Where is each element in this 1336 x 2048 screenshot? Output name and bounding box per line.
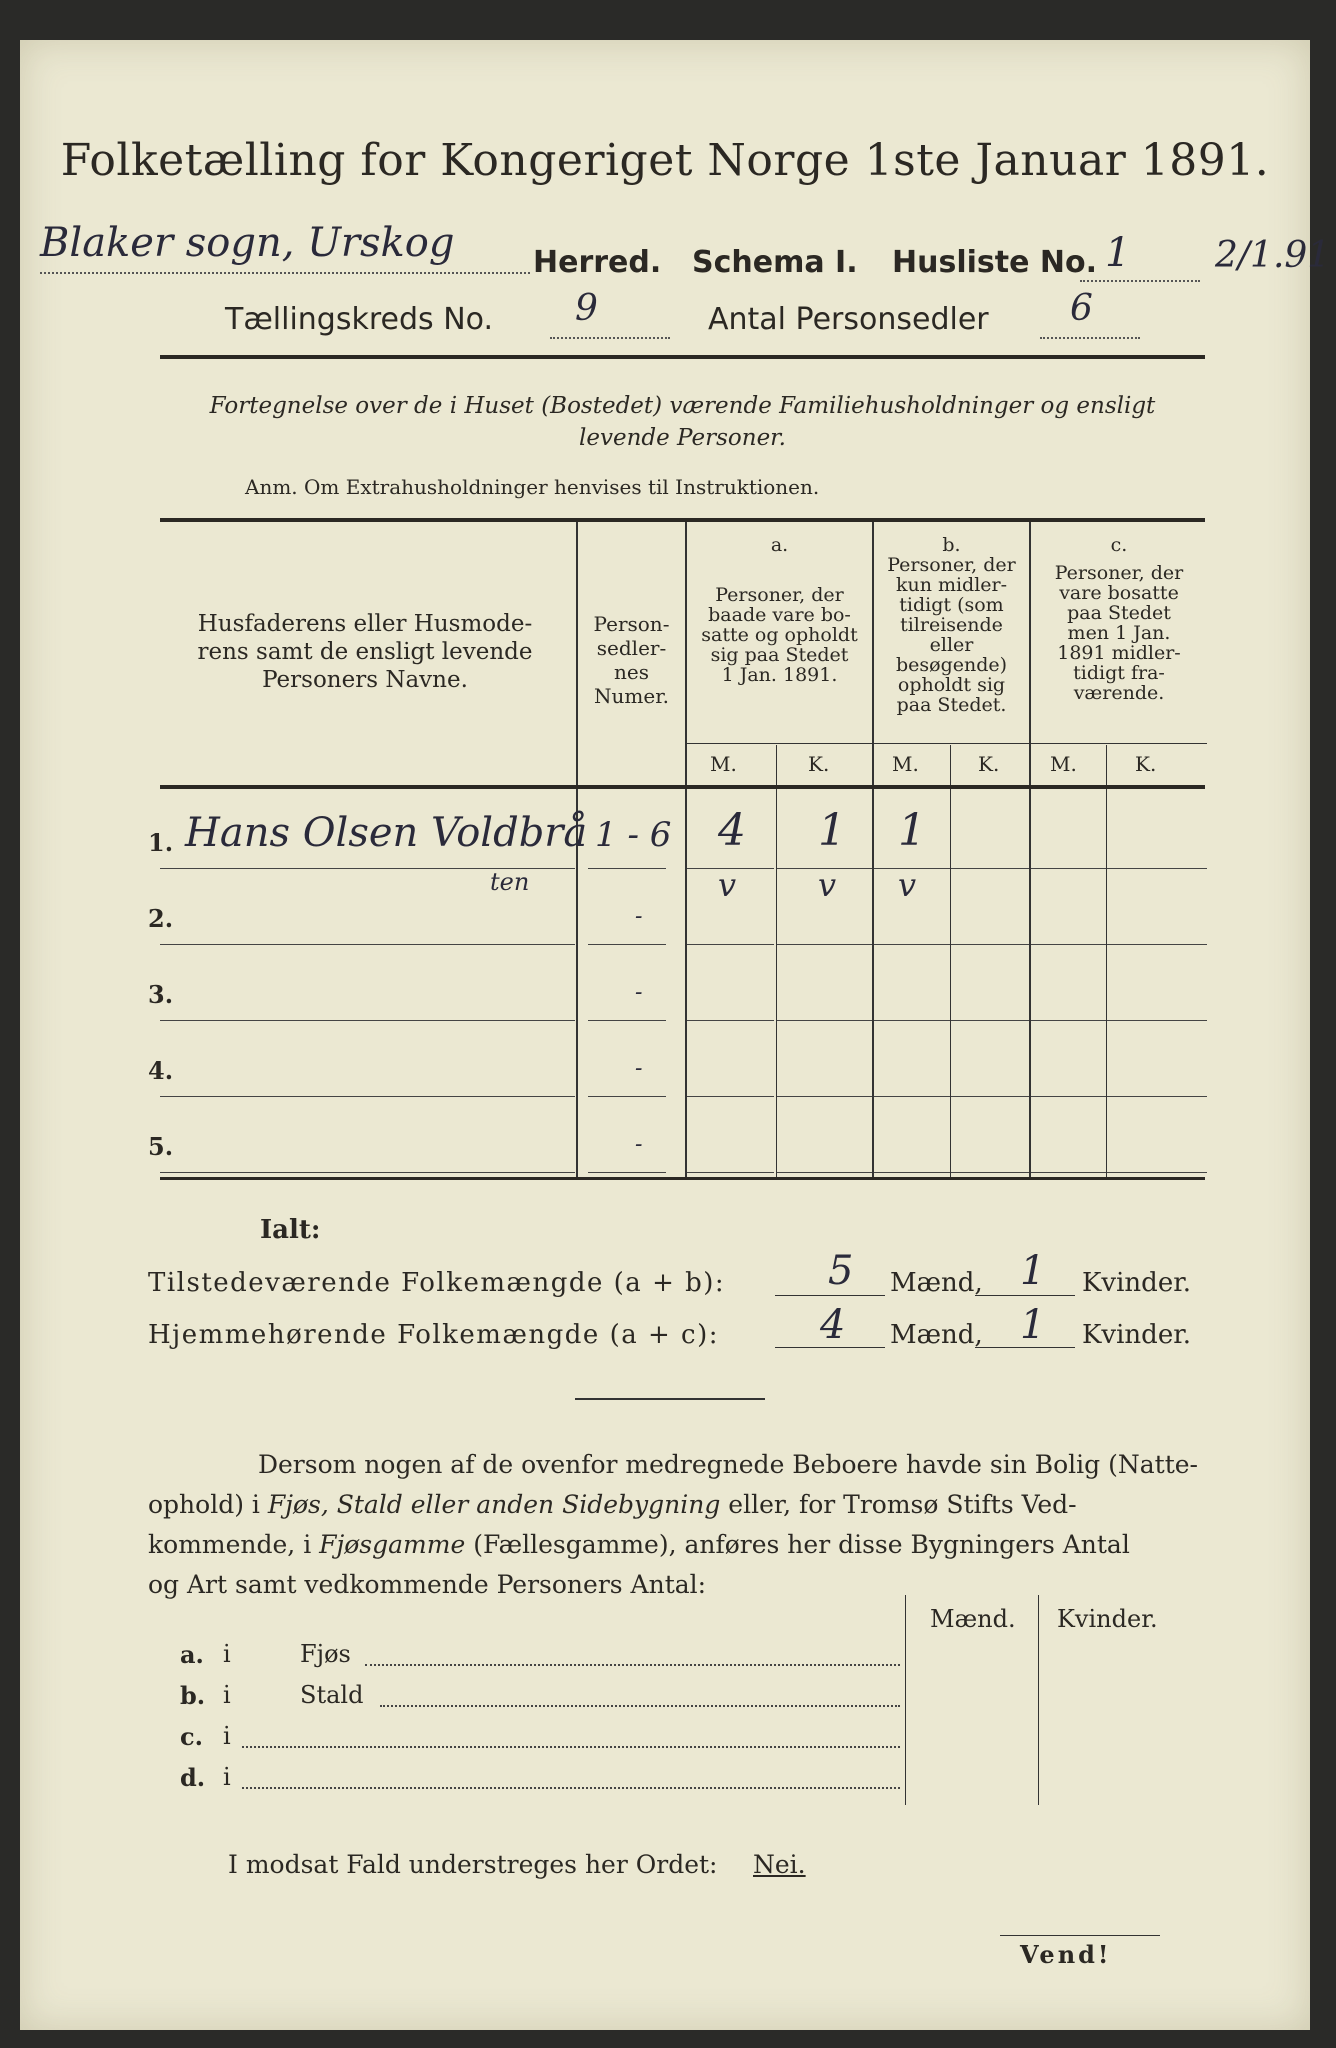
bolig-item-i: i xyxy=(223,1722,231,1750)
bolig-kvinder-header: Kvinder. xyxy=(1057,1605,1158,1633)
bolig-item-letter: a. xyxy=(180,1640,204,1669)
bolig-paragraph xyxy=(148,1445,1198,1605)
bolig-item-dotted-line xyxy=(365,1664,900,1666)
bolig-item-letter: d. xyxy=(180,1763,206,1792)
row-rule xyxy=(777,944,872,945)
row-rule xyxy=(1107,1020,1207,1021)
column-b-header xyxy=(874,535,1029,715)
cell-a-m: 4 xyxy=(718,805,746,856)
hjemme-kvinder-line xyxy=(975,1347,1075,1348)
bolig-line-3c: (Fællesgamme), anføres her disse Bygningers Antal xyxy=(465,1530,1130,1559)
row-rule xyxy=(588,1172,666,1173)
bolig-item-i: i xyxy=(223,1763,231,1791)
column-a-line: baade vare bo- xyxy=(708,604,851,626)
personsedler-value: 6 xyxy=(1070,288,1093,329)
date-note: 2/1.91 xyxy=(1215,235,1331,276)
bolig-item-dotted-line xyxy=(242,1746,900,1748)
row-numer: - xyxy=(635,904,643,929)
schema-label: Schema I. xyxy=(692,245,858,280)
col-divider-b-mk xyxy=(950,745,951,1177)
hjemme-kvinder-value: 1 xyxy=(1020,1302,1046,1348)
row-rule xyxy=(777,1172,872,1173)
bolig-line-2 xyxy=(148,1485,1198,1525)
col-divider-c-mk xyxy=(1106,745,1107,1177)
column-c-line: Personer, der xyxy=(1054,562,1184,584)
bolig-item-i: i xyxy=(223,1681,231,1709)
column-c-line: tidigt fra- xyxy=(1073,662,1165,684)
husliste-value: 1 xyxy=(1105,230,1131,276)
col-divider-a-mk xyxy=(776,745,777,1177)
column-c-letter: c. xyxy=(1110,534,1128,556)
bolig-line-4: og Art samt vedkommende Personers Antal: xyxy=(148,1570,707,1599)
table-top-rule xyxy=(160,518,1205,522)
separator-short-rule xyxy=(575,1398,765,1400)
bolig-line-1: Dersom nogen af de ovenfor medregnede Beboere havde sin Bolig (Natte- xyxy=(257,1450,1198,1479)
bolig-line-3b: Fjøsgamme xyxy=(319,1530,466,1559)
parish-handwritten: Blaker sogn, Urskog xyxy=(40,220,455,266)
table-bottom-rule xyxy=(160,1177,1205,1180)
cell-b-m: 1 xyxy=(898,805,926,856)
column-b-line: kun midler- xyxy=(895,574,1008,596)
census-form xyxy=(20,40,1331,2030)
numer-header-line-2: sedler- xyxy=(596,636,667,660)
row-rule xyxy=(874,1172,950,1173)
a-k-label: K. xyxy=(808,752,830,776)
names-header-line-3: Personers Navne. xyxy=(262,667,468,693)
column-c-line: 1891 midler- xyxy=(1057,642,1181,664)
bolig-item-letter: b. xyxy=(180,1681,206,1710)
kreds-dotted-line xyxy=(550,337,670,339)
row-rule xyxy=(588,944,666,945)
row-rule xyxy=(1031,868,1106,869)
bolig-item-dotted-line xyxy=(242,1787,900,1789)
column-a-line: satte og opholdt xyxy=(701,624,858,646)
bolig-item-label: Fjøs xyxy=(300,1640,351,1668)
row-rule xyxy=(1107,1096,1207,1097)
column-a-text xyxy=(687,585,872,685)
row-rule xyxy=(777,1020,872,1021)
tilstede-kvinder-label: Kvinder. xyxy=(1082,1268,1192,1298)
row-rule xyxy=(687,1172,774,1173)
column-a-line: sig paa Stedet xyxy=(710,644,849,666)
tilstede-maend-value: 5 xyxy=(828,1248,854,1294)
row-rule xyxy=(874,944,950,945)
column-b-line: Personer, der xyxy=(887,554,1016,576)
row-rule xyxy=(951,944,1029,945)
tilstede-maend-label: Mænd, xyxy=(890,1268,983,1298)
ialt-label: Ialt: xyxy=(260,1215,321,1245)
column-c-line: men 1 Jan. xyxy=(1067,622,1171,644)
row-rule xyxy=(1107,1172,1207,1173)
column-a-line: 1 Jan. 1891. xyxy=(721,664,838,686)
column-c-text xyxy=(1031,563,1207,703)
column-b-line: eller xyxy=(929,634,974,656)
names-header-line-2: rens samt de ensligt levende xyxy=(197,639,533,665)
row-number: 2. xyxy=(148,904,174,933)
numer-header-line-4: Numer. xyxy=(594,684,669,708)
row-number: 5. xyxy=(148,1132,174,1161)
column-c-line: vare bosatte xyxy=(1059,582,1179,604)
bolig-item-letter: c. xyxy=(180,1722,203,1751)
names-column-header xyxy=(160,610,570,694)
column-a-letter: a. xyxy=(770,534,789,556)
column-b-line: tidigt (som xyxy=(899,594,1004,616)
row-rule xyxy=(1031,1096,1106,1097)
row-numer: - xyxy=(635,1132,643,1157)
names-header-line-1: Husfaderens eller Husmode- xyxy=(197,611,533,637)
row-number: 1. xyxy=(148,828,174,857)
row-rule xyxy=(160,944,575,945)
bolig-line-2c: eller, for Tromsø Stifts Ved- xyxy=(720,1490,1077,1519)
column-b-line: opholdt sig xyxy=(897,674,1006,696)
row-rule xyxy=(874,1096,950,1097)
row-rule xyxy=(951,1020,1029,1021)
row-rule xyxy=(1031,944,1106,945)
row-rule xyxy=(1031,1172,1106,1173)
hjemme-label: Hjemmehørende Folkemængde (a + c): xyxy=(148,1320,719,1350)
row-rule xyxy=(160,1172,575,1173)
column-b-letter: b. xyxy=(942,534,961,556)
bolig-maend-header: Mænd. xyxy=(930,1605,1016,1633)
husliste-dotted-line xyxy=(1080,280,1200,282)
column-a-line: Personer, der xyxy=(715,584,844,606)
column-c-header xyxy=(1031,535,1207,703)
cell-a-k: v xyxy=(818,866,837,904)
personsedler-label: Antal Personsedler xyxy=(708,302,989,337)
row-rule xyxy=(687,944,774,945)
bolig-line-3a: kommende, i xyxy=(148,1530,320,1559)
row-rule xyxy=(1031,1020,1106,1021)
row-rule xyxy=(951,1172,1029,1173)
row-number: 3. xyxy=(148,980,174,1009)
bolig-line-3 xyxy=(148,1525,1198,1565)
hjemme-kvinder-label: Kvinder. xyxy=(1082,1320,1192,1350)
a-m-label: M. xyxy=(710,752,737,776)
cell-b-m: v xyxy=(898,866,917,904)
anm-note: Anm. Om Extrahusholdninger henvises til Instruktionen. xyxy=(245,475,820,499)
numer-header-line-1: Person- xyxy=(593,612,670,636)
c-k-label: K. xyxy=(1135,752,1157,776)
vend-label: Vend! xyxy=(1020,1940,1112,1969)
tilstede-label: Tilstedeværende Folkemængde (a + b): xyxy=(148,1268,726,1298)
row-rule xyxy=(1107,868,1207,869)
column-c-line: paa Stedet xyxy=(1067,602,1171,624)
nei-word: Nei. xyxy=(753,1850,806,1879)
column-b-line: tilreisende xyxy=(900,614,1003,636)
header-rule xyxy=(160,355,1205,359)
row-numer: - xyxy=(635,1056,643,1081)
bolig-line-2a: ophold) i xyxy=(148,1490,268,1519)
column-b-text xyxy=(874,555,1029,715)
bolig-divider-1 xyxy=(905,1595,906,1805)
hjemme-maend-label: Mænd, xyxy=(890,1320,983,1350)
bolig-item-label: Stald xyxy=(300,1681,364,1709)
bolig-line-2b: Fjøs, Stald eller anden Sidebygning xyxy=(267,1490,721,1519)
tilstede-kvinder-value: 1 xyxy=(1020,1248,1046,1294)
intro-text xyxy=(160,390,1205,454)
column-c-line: værende. xyxy=(1073,682,1165,704)
bolig-item-dotted-line xyxy=(380,1705,900,1707)
herred-label: Herred. xyxy=(533,245,662,280)
row-rule xyxy=(1107,944,1207,945)
row-rule xyxy=(777,1096,872,1097)
row-rule xyxy=(588,1096,666,1097)
hjemme-maend-value: 4 xyxy=(820,1302,846,1348)
row-rule xyxy=(687,1096,774,1097)
row-rule xyxy=(588,1020,666,1021)
kreds-value: 9 xyxy=(575,288,598,329)
row-rule xyxy=(687,1020,774,1021)
numer-header-line-3: nes xyxy=(614,660,649,684)
parish-dotted-line xyxy=(40,272,530,274)
column-b-line: besøgende) xyxy=(895,654,1008,676)
intro-line-2: levende Personer. xyxy=(579,425,786,451)
bolig-item-i: i xyxy=(223,1640,231,1668)
cell-a-m: v xyxy=(718,866,737,904)
modsat-text: I modsat Fald understreges her Ordet: xyxy=(228,1850,718,1879)
row-rule xyxy=(951,1096,1029,1097)
row-rule xyxy=(160,1020,575,1021)
row-rule xyxy=(160,1096,575,1097)
tilstede-kvinder-line xyxy=(975,1295,1075,1296)
c-m-label: M. xyxy=(1050,752,1077,776)
column-a-header xyxy=(687,535,872,685)
column-b-line: paa Stedet. xyxy=(896,694,1007,716)
row-name: Hans Olsen Voldbrå xyxy=(185,810,588,856)
hjemme-maend-line xyxy=(775,1347,885,1348)
husliste-label: Husliste No. xyxy=(892,245,1097,280)
form-title: Folketælling for Kongeriget Norge 1ste Januar 1891. xyxy=(60,135,1270,186)
cell-a-k: 1 xyxy=(818,805,846,856)
kreds-label: Tællingskreds No. xyxy=(225,302,493,337)
row-numer: 1 - 6 xyxy=(595,815,672,855)
numer-column-header xyxy=(578,612,685,708)
tilstede-maend-line xyxy=(775,1295,885,1296)
bolig-divider-2 xyxy=(1038,1595,1039,1805)
intro-line-1: Fortegnelse over de i Huset (Bostedet) værende Familiehusholdninger og ensligt xyxy=(209,393,1156,419)
row-number: 4. xyxy=(148,1056,174,1085)
b-m-label: M. xyxy=(892,752,919,776)
personsedler-dotted-line xyxy=(1040,337,1140,339)
row-rule xyxy=(588,868,666,869)
table-header-rule xyxy=(160,785,1205,789)
b-k-label: K. xyxy=(978,752,1000,776)
row-rule xyxy=(874,1020,950,1021)
row-name: ten xyxy=(490,868,530,896)
vend-rule xyxy=(1000,1935,1160,1936)
row-rule xyxy=(951,868,1029,869)
row-numer: - xyxy=(635,980,643,1005)
mk-top-line xyxy=(687,743,1207,744)
